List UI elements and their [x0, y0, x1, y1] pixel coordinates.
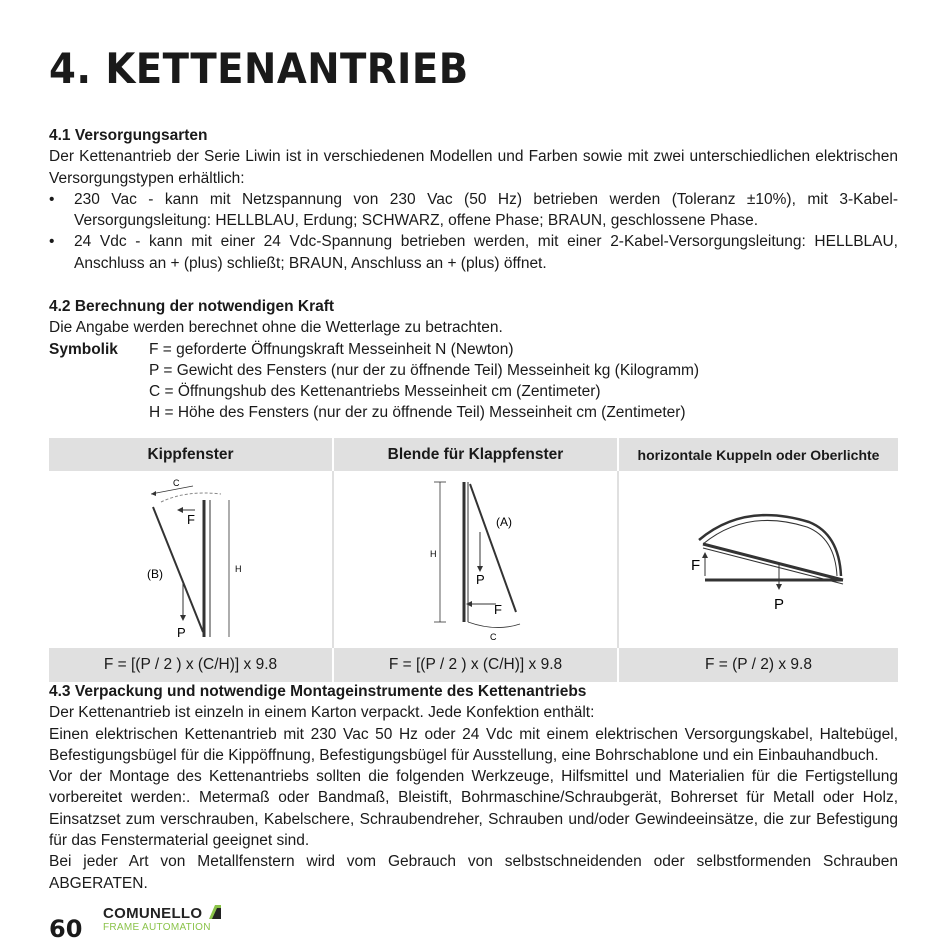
table-header: horizontale Kuppeln oder Oberlichte: [618, 438, 898, 471]
label-f: F: [690, 557, 700, 574]
klappfenster-diagram: [396, 472, 556, 642]
force-table: [49, 438, 898, 682]
formula-cell: F = [(P / 2 ) x (C/H)] x 9.8: [49, 648, 333, 682]
list-item-text: 24 Vdc - kann mit einer 24 Vdc-Spannung betrieben werden, mit einer 2-Kabel-Versorgungsleitung: HELLBLAU, Anschluss an + (plus) schließt; BRAUN, Anschluss an + (plus) öffnet.: [74, 233, 898, 272]
kippfenster-diagram: [111, 472, 271, 642]
paragraph: Bei jeder Art von Metallfenstern wird vom Gebrauch von selbstschneidenden oder selbstformenden Schrauben ABGERATEN.: [49, 853, 898, 892]
symbol-definition: H = Höhe des Fensters (nur der zu öffnende Teil) Messeinheit cm (Zentimeter): [149, 404, 686, 422]
bullet-icon: •: [49, 190, 55, 208]
section-heading: 4.1 Versorgungsarten: [49, 127, 208, 144]
formula-cell: F = [(P / 2 ) x (C/H)] x 9.8: [333, 648, 618, 682]
label-c: C: [172, 478, 179, 488]
table-header: Blende für Klappfenster: [333, 438, 618, 471]
symbol-row: [49, 339, 898, 360]
label-f: F: [186, 512, 195, 527]
list-item: [49, 189, 898, 232]
label-p: P: [475, 572, 485, 587]
formula-cell: F = (P / 2) x 9.8: [618, 648, 898, 682]
comunello-logo: [103, 905, 211, 933]
bullet-icon: •: [49, 233, 55, 251]
symbol-row: [49, 381, 898, 402]
symbol-definition: P = Gewicht des Fensters (nur der zu öffnende Teil) Messeinheit kg (Kilogramm): [149, 361, 700, 379]
label-h: H: [234, 564, 241, 574]
diagram-kippfenster: [49, 471, 333, 648]
label-f: F: [493, 602, 502, 617]
symbol-label: Symbolik: [49, 340, 118, 358]
table-header: Kippfenster: [49, 438, 333, 471]
section-heading: 4.3 Verpackung und notwendige Montageinstrumente des Kettenantriebs: [49, 683, 587, 700]
logo-tagline: FRAME AUTOMATION: [103, 922, 211, 933]
logo-mark-icon: [209, 905, 221, 919]
logo-wordmark: COMUNELLO: [103, 905, 203, 922]
label-b: (B): [146, 567, 163, 581]
diagram-kuppel: [618, 471, 898, 648]
label-h: H: [429, 549, 436, 559]
section-4-3: [49, 681, 898, 894]
label-p: P: [773, 596, 784, 613]
kuppel-diagram: [659, 472, 859, 642]
symbol-row: [49, 402, 898, 423]
list-item-text: 230 Vac - kann mit Netzspannung von 230 Vac (50 Hz) betrieben werden (Toleranz ±10%), mit 3-Kabel-Versorgungsleitung: HELLBLAU, Erdung; SCHWARZ, offene Phase; BRAUN, geschlossene Phase.: [74, 190, 898, 230]
section-4-1: [49, 125, 898, 274]
page-title: 4. KETTENANTRIEB: [49, 44, 469, 93]
symbol-definition: F = geforderte Öffnungskraft Messeinheit N (Newton): [149, 340, 514, 358]
paragraph: Der Kettenantrieb ist einzeln in einem Karton verpackt. Jede Konfektion enthält:: [49, 704, 595, 722]
symbol-row: [49, 360, 898, 381]
label-a: (A): [495, 515, 512, 529]
label-c: C: [489, 632, 496, 642]
label-p: P: [176, 625, 186, 640]
list-item: [49, 231, 898, 274]
paragraph: Vor der Montage des Kettenantriebs sollten die folgenden Werkzeuge, Hilfsmittel und Materialien für die Fertigstellung vorbereitet werden:. Metermaß oder Bandmaß, Bleistift, Bohrmaschine/Schraubgerät, Bohrerset für Metall oder Holz, Einsatzset zum verschrauben, Kabelschere, Schraubendreher, Schrauben und/oder Gewindeeinsätze, die zur Befestigung für das Fenstermaterial geeignet sind.: [49, 768, 898, 850]
section-heading: 4.2 Berechnung der notwendigen Kraft: [49, 298, 335, 315]
paragraph: Die Angabe werden berechnet ohne die Wetterlage zu betrachten.: [49, 319, 503, 337]
diagram-klappfenster: [333, 471, 618, 648]
symbol-definition: C = Öffnungshub des Kettenantriebs Messeinheit cm (Zentimeter): [149, 383, 601, 401]
section-4-2: [49, 296, 898, 424]
paragraph: Der Kettenantrieb der Serie Liwin ist in verschiedenen Modellen und Farben sowie mit zwei unterschiedlichen elektrischen Versorgungstypen erhältlich:: [49, 148, 898, 187]
paragraph: Einen elektrischen Kettenantrieb mit 230 Vac 50 Hz oder 24 Vdc mit einem elektrischen Versorgungskabel, Haltebügel, Befestigungsbügel für die Kippöffnung, Befestigungsbügel für Ausstellung, eine Bohrschablone und ein Einbauhandbuch.: [49, 725, 898, 764]
page-number: 60: [49, 915, 83, 943]
